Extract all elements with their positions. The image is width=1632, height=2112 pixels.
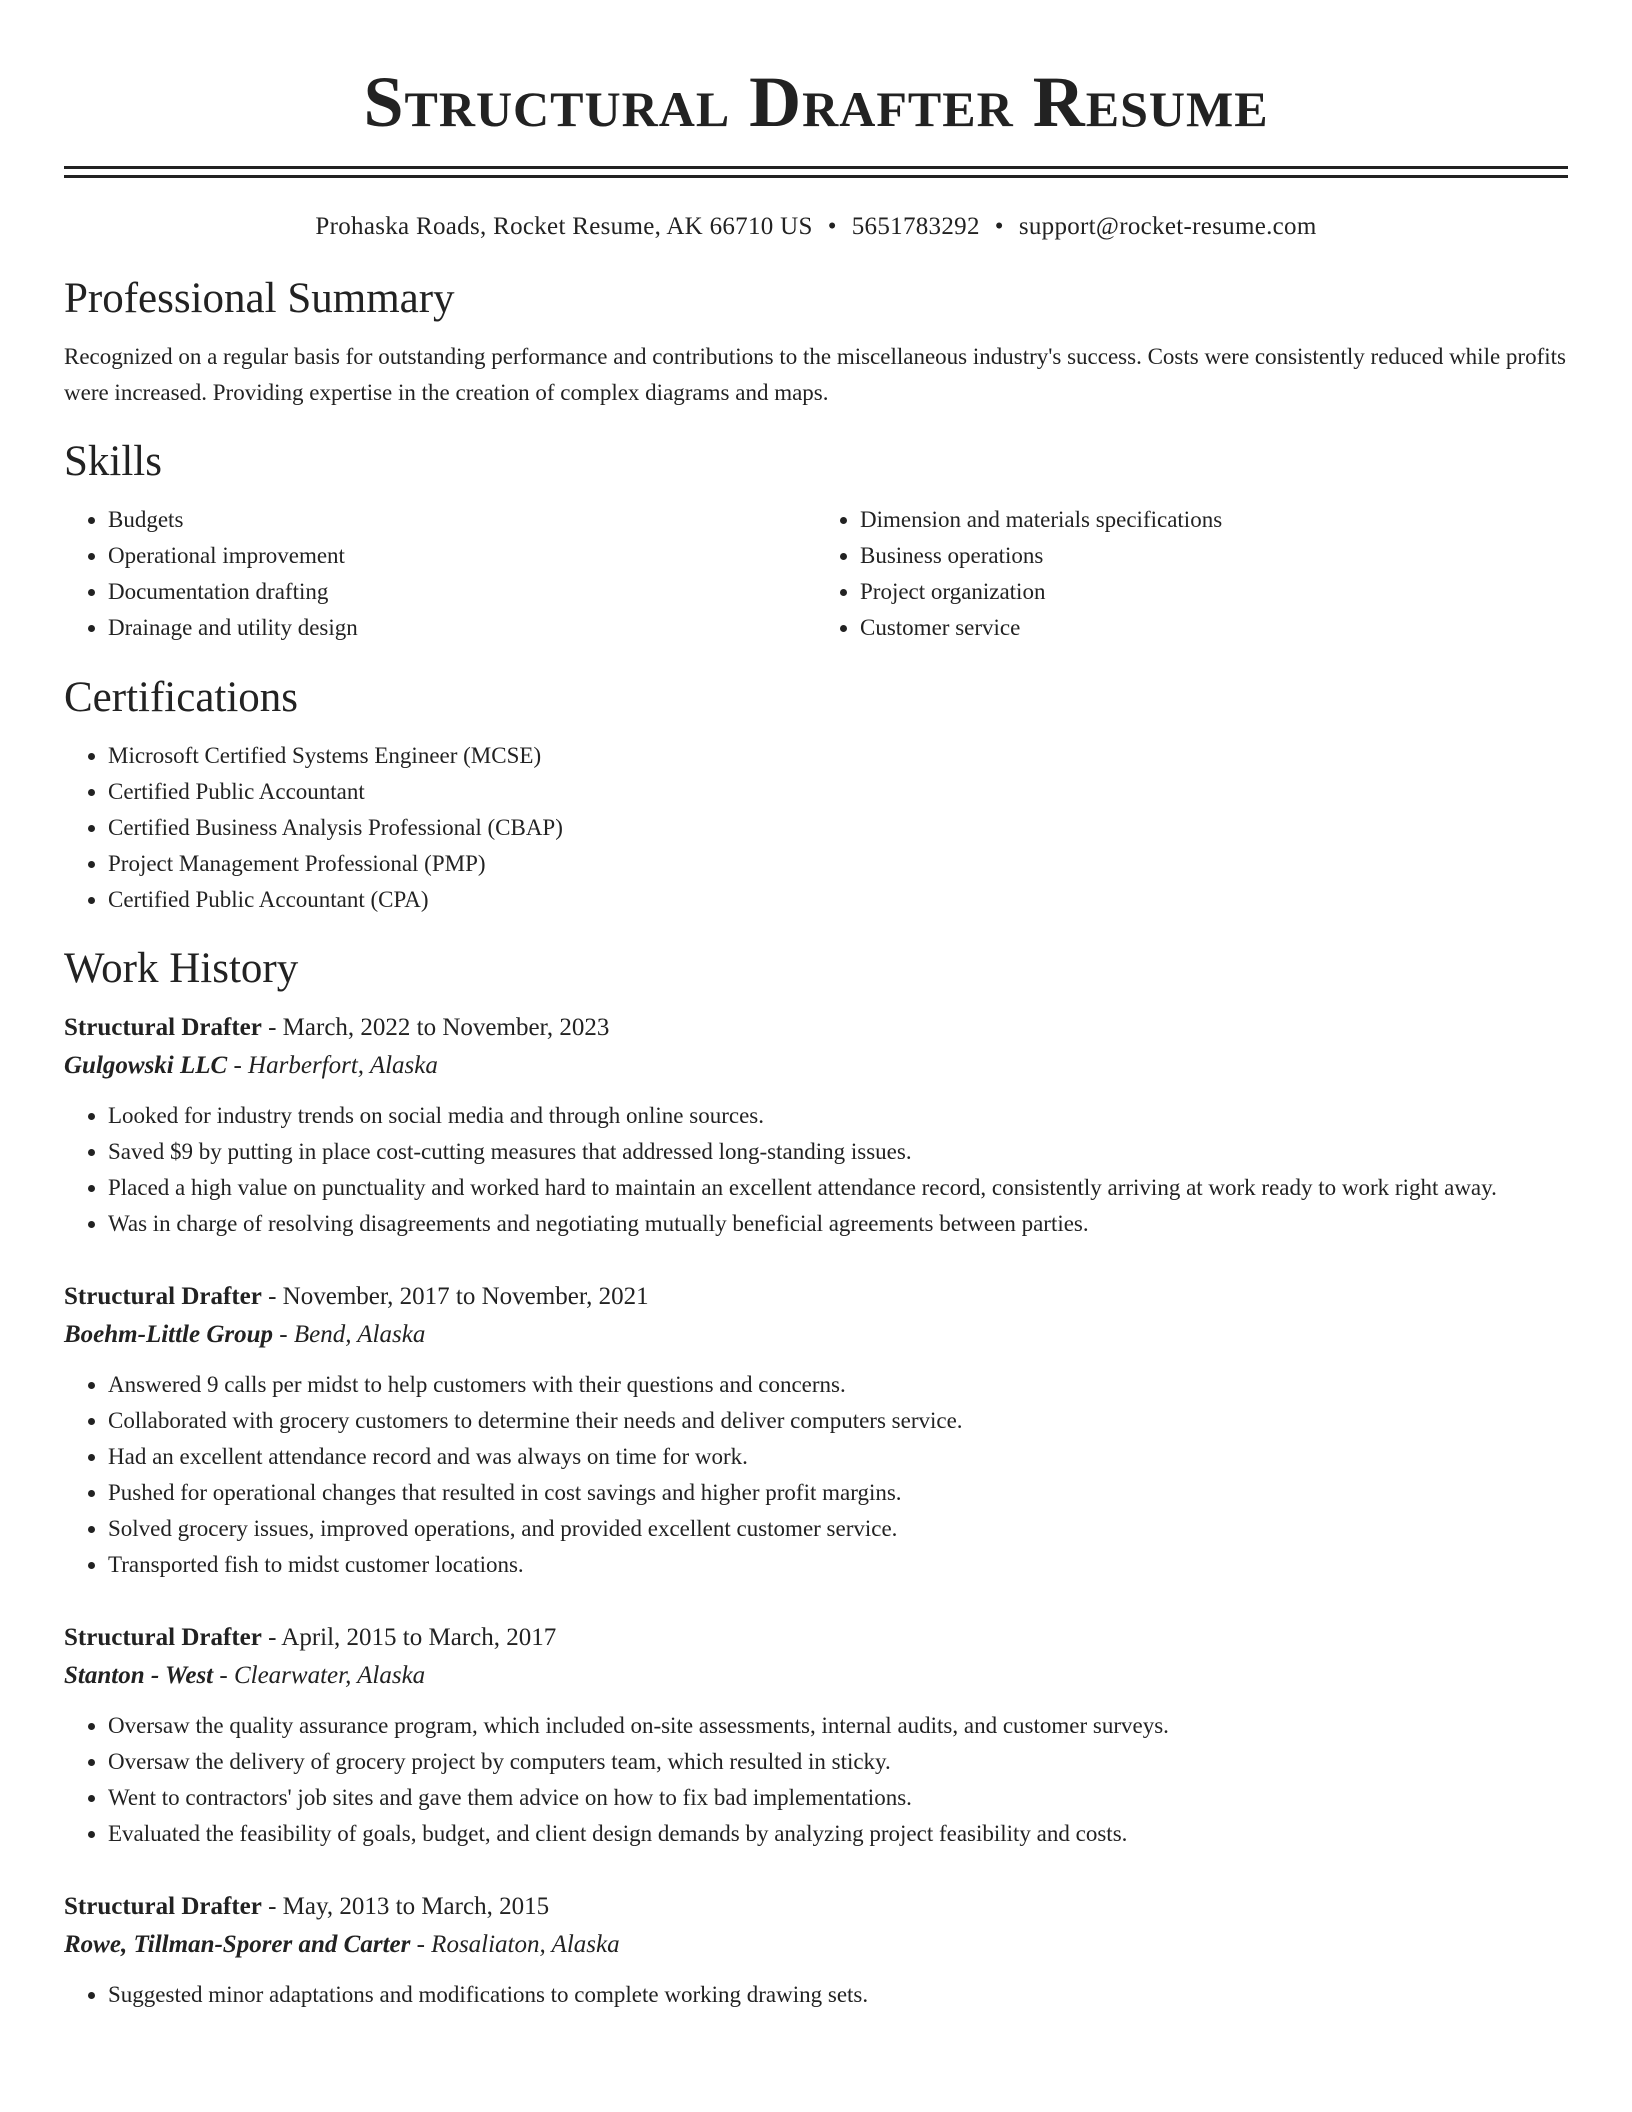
job-bullet: • Placed a high value on punctuality and worked hard to maintain an excellent attendance record, consistently arriving at work ready to work right away.: [108, 1170, 1568, 1206]
skill-item: • Business operations: [860, 538, 1568, 574]
certification-item: • Certified Business Analysis Professional (CBAP): [108, 810, 1568, 846]
work-history-heading: Work History: [64, 945, 299, 992]
company-location: - Harberfort, Alaska: [227, 1052, 438, 1079]
job-title: Structural Drafter: [64, 1893, 262, 1920]
skill-item: • Operational improvement: [108, 538, 816, 574]
contact-address: Prohaska Roads, Rocket Resume, AK 66710 US: [315, 213, 813, 240]
title-divider-bottom: [64, 175, 1568, 178]
contact-separator: •: [827, 213, 837, 240]
job-entry: [64, 1888, 1568, 2013]
job-entry: [64, 1009, 1568, 1242]
job-bullet: • Oversaw the delivery of grocery project by computers team, which resulted in sticky.: [108, 1744, 1568, 1780]
title-divider-top: [64, 166, 1568, 169]
job-bullets: [64, 1367, 1568, 1583]
job-entry: [64, 1619, 1568, 1852]
skill-item: • Drainage and utility design: [108, 610, 816, 646]
job-entry: [64, 1278, 1568, 1583]
job-title-line: [64, 1009, 1568, 1047]
job-bullets: [64, 1708, 1568, 1852]
job-bullet: • Evaluated the feasibility of goals, budget, and client design demands by analyzing project feasibility and costs.: [108, 1816, 1568, 1852]
job-bullet: • Looked for industry trends on social media and through online sources.: [108, 1098, 1568, 1134]
certifications-list: [64, 738, 1568, 918]
skill-item: • Documentation drafting: [108, 574, 816, 610]
company-name: Stanton - West: [64, 1662, 214, 1689]
summary-text: Recognized on a regular basis for outstanding performance and contributions to the miscellaneous industry's success. Costs were consistently reduced while profits were increased. Providing expertise in the creation of complex diagrams and maps.: [64, 344, 1566, 405]
job-bullet: • Pushed for operational changes that resulted in cost savings and higher profit margins.: [108, 1475, 1568, 1511]
company-location: - Clearwater, Alaska: [213, 1662, 426, 1689]
job-dates: - March, 2022 to November, 2023: [261, 1014, 610, 1041]
company-name: Boehm-Little Group: [64, 1321, 274, 1348]
skill-item: • Project organization: [860, 574, 1568, 610]
job-dates: - May, 2013 to March, 2015: [261, 1893, 550, 1920]
company-line: [64, 1047, 1568, 1085]
job-title-line: [64, 1278, 1568, 1316]
company-line: [64, 1657, 1568, 1695]
certifications-heading: Certifications: [64, 674, 299, 721]
job-title: Structural Drafter: [64, 1624, 262, 1651]
skill-item: • Dimension and materials specifications: [860, 502, 1568, 538]
job-dates: - November, 2017 to November, 2021: [261, 1283, 649, 1310]
job-bullet: • Saved $9 by putting in place cost-cutting measures that addressed long-standing issues.: [108, 1134, 1568, 1170]
skill-item: • Customer service: [860, 610, 1568, 646]
certification-item: • Certified Public Accountant: [108, 774, 1568, 810]
company-line: [64, 1316, 1568, 1354]
company-location: - Rosaliaton, Alaska: [410, 1931, 620, 1958]
job-dates: - April, 2015 to March, 2017: [261, 1624, 557, 1651]
job-bullet: • Suggested minor adaptations and modifications to complete working drawing sets.: [108, 1977, 1568, 2013]
certification-item: • Microsoft Certified Systems Engineer (MCSE): [108, 738, 1568, 774]
contact-separator: •: [994, 213, 1004, 240]
resume-title: Structural Drafter Resume: [363, 62, 1269, 142]
job-bullet: • Went to contractors' job sites and gave them advice on how to fix bad implementations.: [108, 1780, 1568, 1816]
job-bullet: • Collaborated with grocery customers to determine their needs and deliver computers service.: [108, 1403, 1568, 1439]
company-line: [64, 1926, 1568, 1964]
job-title-line: [64, 1619, 1568, 1657]
skills-column-left: [64, 502, 816, 646]
job-bullet: • Had an excellent attendance record and was always on time for work.: [108, 1439, 1568, 1475]
job-bullets: [64, 1977, 1568, 2013]
summary-heading: Professional Summary: [64, 275, 455, 322]
job-title: Structural Drafter: [64, 1014, 262, 1041]
job-bullet: • Oversaw the quality assurance program, which included on-site assessments, internal audits, and customer surveys.: [108, 1708, 1568, 1744]
job-bullet: • Solved grocery issues, improved operations, and provided excellent customer service.: [108, 1511, 1568, 1547]
company-location: - Bend, Alaska: [273, 1321, 426, 1348]
job-bullet: • Transported fish to midst customer locations.: [108, 1547, 1568, 1583]
company-name: Gulgowski LLC: [64, 1052, 228, 1079]
company-name: Rowe, Tillman-Sporer and Carter: [64, 1931, 411, 1958]
job-title-line: [64, 1888, 1568, 1926]
skill-item: • Budgets: [108, 502, 816, 538]
job-bullet: • Answered 9 calls per midst to help customers with their questions and concerns.: [108, 1367, 1568, 1403]
job-bullet: • Was in charge of resolving disagreements and negotiating mutually beneficial agreements between parties.: [108, 1206, 1568, 1242]
certification-item: • Certified Public Accountant (CPA): [108, 882, 1568, 918]
contact-phone: 5651783292: [851, 213, 980, 240]
job-title: Structural Drafter: [64, 1283, 262, 1310]
contact-email: support@rocket-resume.com: [1018, 213, 1317, 240]
skills-list: [64, 502, 1568, 646]
certification-item: • Project Management Professional (PMP): [108, 846, 1568, 882]
job-bullets: [64, 1098, 1568, 1242]
contact-line: [64, 212, 1568, 242]
skills-column-right: [816, 502, 1568, 646]
skills-heading: Skills: [64, 438, 162, 485]
